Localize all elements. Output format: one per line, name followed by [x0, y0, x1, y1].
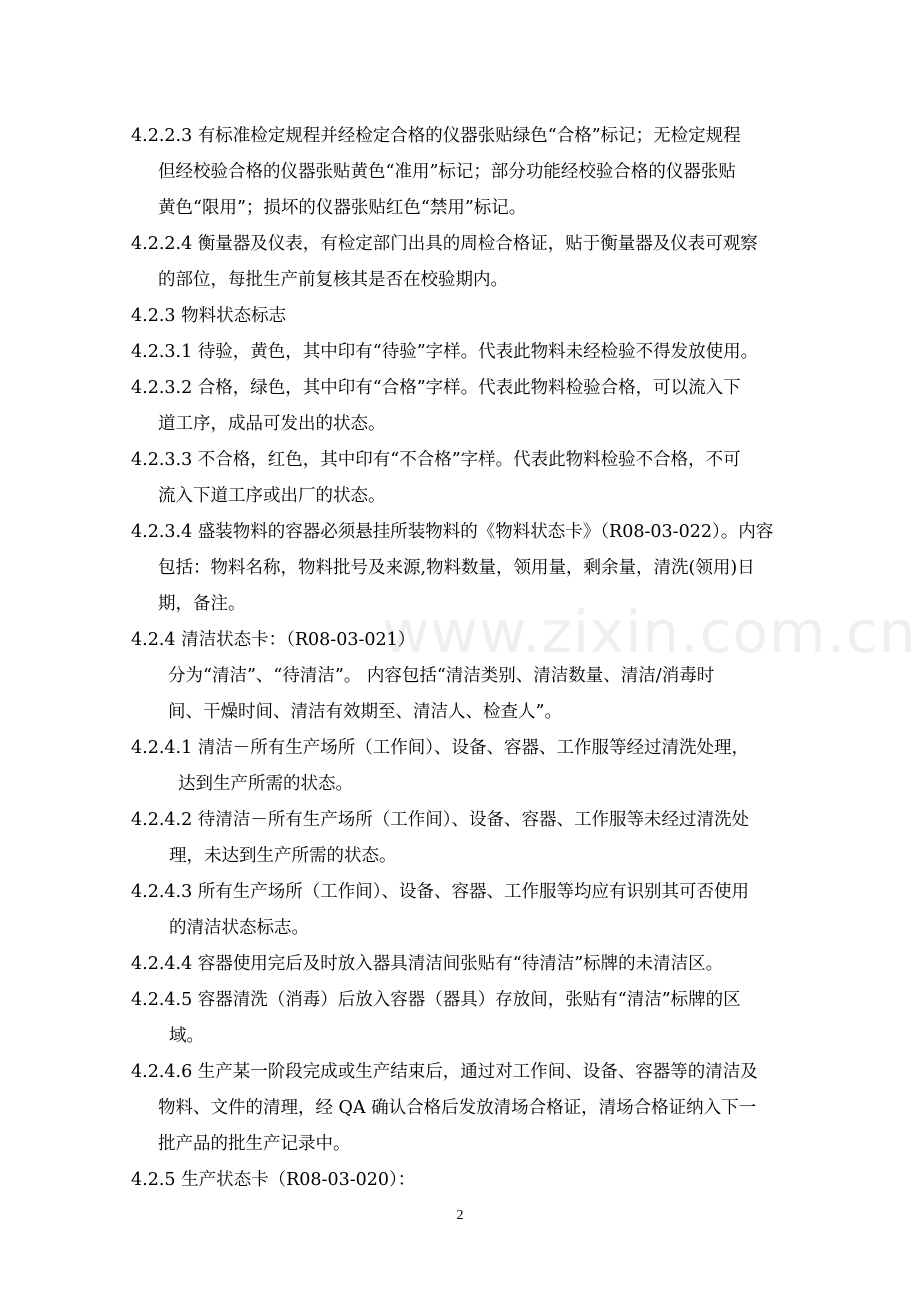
- text-line: 4.2.4.2 待清洁－所有生产场所（工作间）、设备、容器、工作服等未经过清洗处: [131, 810, 750, 830]
- text-line: 黄色“限用”；损坏的仪器张贴红色“禁用”标记。: [158, 198, 527, 218]
- text-line: 理，未达到生产所需的状态。: [169, 846, 397, 866]
- text-line: 4.2.4.6 生产某一阶段完成或生产结束后，通过对工作间、设备、容器等的清洁及: [131, 1062, 758, 1082]
- text-line: 4.2.4.1 清洁－所有生产场所（工作间）、设备、容器、工作服等经过清洗处理，: [131, 738, 750, 758]
- text-line: 域。: [169, 1026, 204, 1046]
- text-line: 的部位，每批生产前复核其是否在校验期内。: [158, 270, 508, 290]
- text-line: 4.2.4.5 容器清洗（消毒）后放入容器（器具）存放间，张贴有“清洁”标牌的区: [131, 990, 741, 1010]
- text-line: 4.2.3.3 不合格，红色，其中印有“不合格”字样。代表此物料检验不合格，不可: [131, 450, 741, 470]
- text-line: 4.2.4.3 所有生产场所（工作间）、设备、容器、工作服等均应有识别其可否使用: [131, 882, 750, 902]
- text-line: 4.2.3.2 合格，绿色，其中印有“合格”字样。代表此物料检验合格，可以流入下: [131, 378, 741, 398]
- text-line: 分为“清洁”、“待清洁”。 内容包括“清洁类别、清洁数量、清洁/消毒时: [168, 666, 715, 686]
- text-line: 物料、文件的清理，经 QA 确认合格后发放清场合格证，清场合格证纳入下一: [158, 1098, 757, 1118]
- text-line: 间、干燥时间、清洁有效期至、清洁人、检查人”。: [168, 702, 562, 722]
- text-line: 期，备注。: [158, 594, 246, 614]
- text-line: 4.2.3.1 待验，黄色，其中印有“待验”字样。代表此物料未经检验不得发放使用。: [131, 342, 759, 362]
- text-line: 4.2.2.4 衡量器及仪表，有检定部门出具的周检合格证，贴于衡量器及仪表可观察: [131, 234, 758, 254]
- document-body: [131, 118, 791, 1198]
- section-heading: 4.2.4 清洁状态卡：（R08-03-021）: [131, 630, 416, 650]
- page-number: 2: [456, 1208, 464, 1223]
- text-line: 的清洁状态标志。: [169, 918, 309, 938]
- section-heading: 4.2.5 生产状态卡（R08-03-020）：: [131, 1170, 416, 1190]
- text-line: 批产品的批生产记录中。: [158, 1134, 351, 1154]
- text-line: 4.2.3.4 盛装物料的容器必须悬挂所装物料的《物料状态卡》（R08-03-022）。内容: [131, 522, 774, 542]
- section-heading: 4.2.3 物料状态标志: [131, 306, 287, 326]
- text-line: 流入下道工序或出厂的状态。: [158, 486, 386, 506]
- text-line: 4.2.2.3 有标准检定规程并经检定合格的仪器张贴绿色“合格”标记；无检定规程: [131, 126, 741, 146]
- text-line: 但经校验合格的仪器张贴黄色“准用”标记；部分功能经校验合格的仪器张贴: [158, 162, 736, 182]
- text-line: 4.2.4.4 容器使用完后及时放入器具清洁间张贴有“待清洁”标牌的未清洁区。: [131, 954, 724, 974]
- text-line: 道工序，成品可发出的状态。: [158, 414, 386, 434]
- text-line: 达到生产所需的状态。: [178, 774, 353, 794]
- text-line: 包括：物料名称，物料批号及来源,物料数量，领用量，剩余量，清洗(领用)日: [158, 558, 755, 578]
- watermark: www.zixin.com.cn: [382, 598, 917, 666]
